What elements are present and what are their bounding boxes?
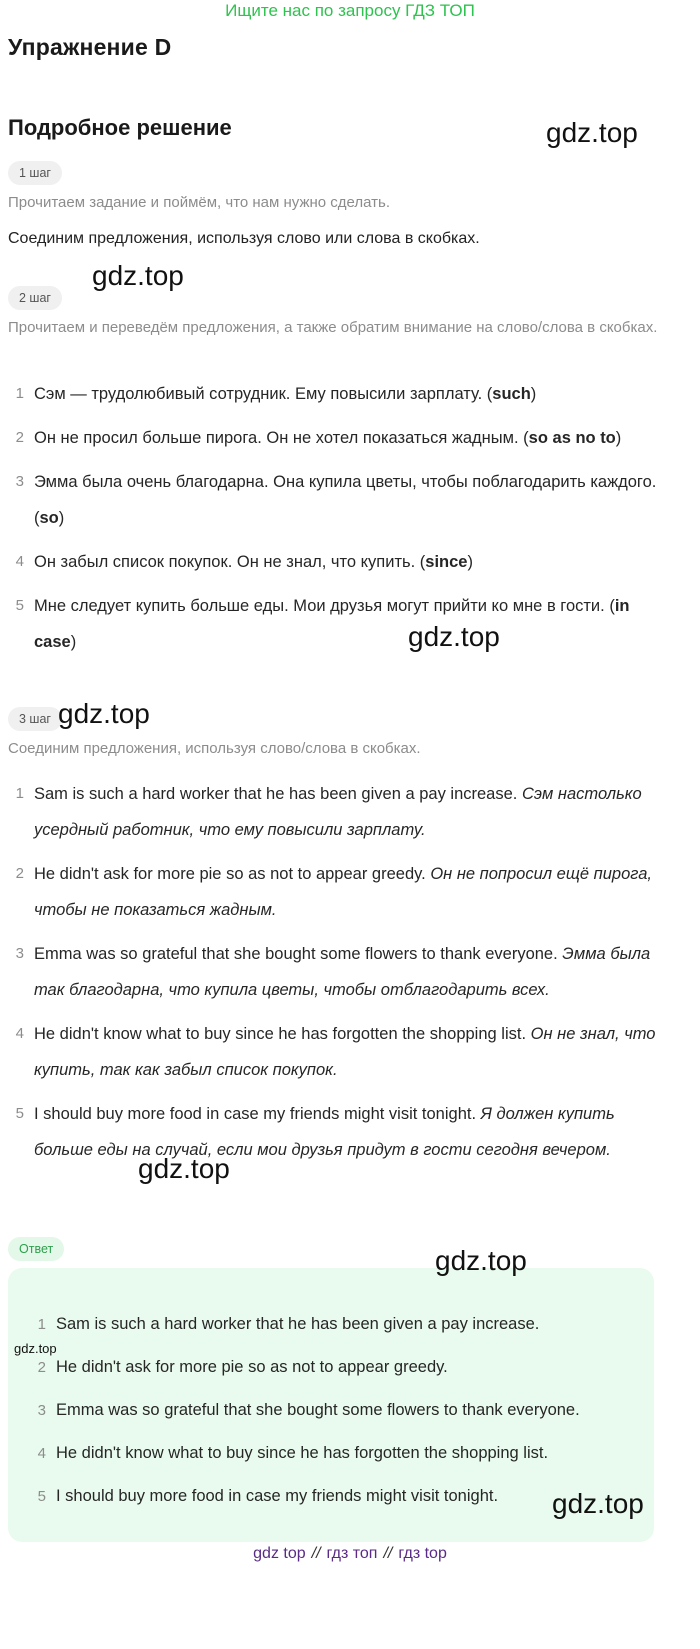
answer-list [0,1303,650,1518]
item-keyword: so as no to [528,429,616,447]
watermark: gdz.top [546,117,638,148]
watermark: gdz.top [552,1488,644,1519]
item-text: Мне следует купить больше еды. Мои друзья могут прийти ко мне в гости. ( [34,597,615,615]
list-item [0,1346,650,1389]
item-text-end: ) [70,633,77,651]
list-item [0,1096,660,1168]
step-3-badge [8,707,62,731]
step-3-hint: Соединим предложения, используя слово/слова в скобках. [8,740,421,757]
item-number: 5 [15,1105,24,1122]
step-3-list [0,776,660,1168]
item-english: I should buy more food in case my friends might visit tonight. [34,1105,477,1123]
item-translation: Я должен купить больше еды на случай, если мои друзья придут в гости сегодня вечером. [34,1105,615,1159]
step-1-badge [8,161,62,185]
item-translation: Он не знал, что купить, так как забыл список покупок. [34,1025,656,1079]
item-text: Сэм — трудолюбивый сотрудник. Ему повысили зарплату. ( [34,385,493,403]
item-keyword: such [492,385,531,403]
list-item [0,376,660,412]
step-3-label: 3 шаг [8,707,62,731]
list-item [0,936,660,1008]
step-2-badge [8,286,62,310]
answer-label: Ответ [8,1237,64,1261]
item-number: 1 [37,1316,46,1333]
item-english: He didn't know what to buy since he has forgotten the shopping list. [34,1025,527,1043]
item-text: He didn't ask for more pie so as not to appear greedy. [56,1358,448,1376]
item-number: 3 [15,945,24,962]
item-translation: Он не попросил ещё пирога, чтобы не показаться жадным. [34,865,652,919]
item-text: Он забыл список покупок. Он не знал, что купить. ( [34,553,426,571]
item-english: Emma was so grateful that she bought some flowers to thank everyone. [34,945,558,963]
item-text: He didn't know what to buy since he has forgotten the shopping list. [56,1444,549,1462]
item-text: Emma was so grateful that she bought some flowers to thank everyone. [56,1401,580,1419]
item-text-end: ) [467,553,473,571]
list-item [0,1389,650,1432]
item-number: 4 [37,1445,46,1462]
watermark: gdz.top [58,698,150,729]
search-banner: Ищите нас по запросу ГДЗ ТОП [225,1,475,20]
item-number: 5 [37,1488,46,1505]
answer-badge [8,1237,64,1261]
item-text: Эмма была очень благодарна. Она купила цветы, чтобы поблагодарить каждого. ( [34,473,657,527]
watermark: gdz.top [408,621,500,652]
step-1-label: 1 шаг [8,161,62,185]
item-number: 3 [37,1402,46,1419]
footer-links [0,1542,700,1566]
list-item [0,1432,650,1475]
item-number: 1 [15,785,24,802]
item-text: Sam is such a hard worker that he has been given a pay increase. [56,1315,540,1333]
list-item [0,1303,650,1346]
item-keyword: since [425,553,468,571]
item-number: 5 [15,597,24,614]
watermark: gdz.top [92,260,184,291]
exercise-title: Упражнение D [8,34,172,60]
item-english: Sam is such a hard worker that he has been given a pay increase. [34,785,518,803]
item-number: 2 [15,865,24,882]
item-text: Он не просил больше пирога. Он не хотел показаться жадным. ( [34,429,529,447]
list-item [0,588,660,660]
item-number: 1 [15,385,24,402]
footer-link-gdz-top-ru[interactable]: гдз топ [326,1545,378,1562]
solution-title: Подробное решение [8,115,232,140]
list-item [0,1016,660,1088]
watermark-small: gdz.top [14,1341,57,1356]
step-2-list [0,376,660,660]
footer-separator: // [311,1545,321,1562]
list-item [0,420,660,456]
footer-separator: // [383,1545,393,1562]
step-1-text: Соединим предложения, используя слово или слова в скобках. [8,230,480,247]
item-number: 3 [15,473,24,490]
item-english: He didn't ask for more pie so as not to appear greedy. [34,865,426,883]
watermark: gdz.top [435,1245,527,1276]
item-number: 2 [15,429,24,446]
step-2-hint: Прочитаем и переведём предложения, а также обратим внимание на слово/слова в скобках. [8,319,658,336]
item-keyword: so [39,509,59,527]
step-2-label: 2 шаг [8,286,62,310]
item-number: 2 [37,1359,46,1376]
item-text-end: ) [58,509,65,527]
item-text: I should buy more food in case my friends might visit tonight. [56,1487,499,1505]
item-translation: Сэм настолько усердный работник, что ему повысили зарплату. [34,785,642,839]
list-item [0,776,660,848]
item-translation: Эмма была так благодарна, что купила цветы, чтобы отблагодарить всех. [34,945,651,999]
item-text-end: ) [530,385,537,403]
item-keyword: in case [34,597,630,651]
footer-link-gdz-top-mixed[interactable]: гдз top [398,1545,447,1562]
item-number: 4 [15,1025,24,1042]
list-item [0,544,660,580]
list-item [0,464,660,536]
list-item [0,856,660,928]
step-1-hint: Прочитаем задание и поймём, что нам нужно сделать. [8,194,391,211]
footer-link-gdz-top[interactable]: gdz top [253,1545,306,1562]
item-number: 4 [15,553,24,570]
item-text-end: ) [615,429,622,447]
watermark: gdz.top [138,1153,230,1184]
